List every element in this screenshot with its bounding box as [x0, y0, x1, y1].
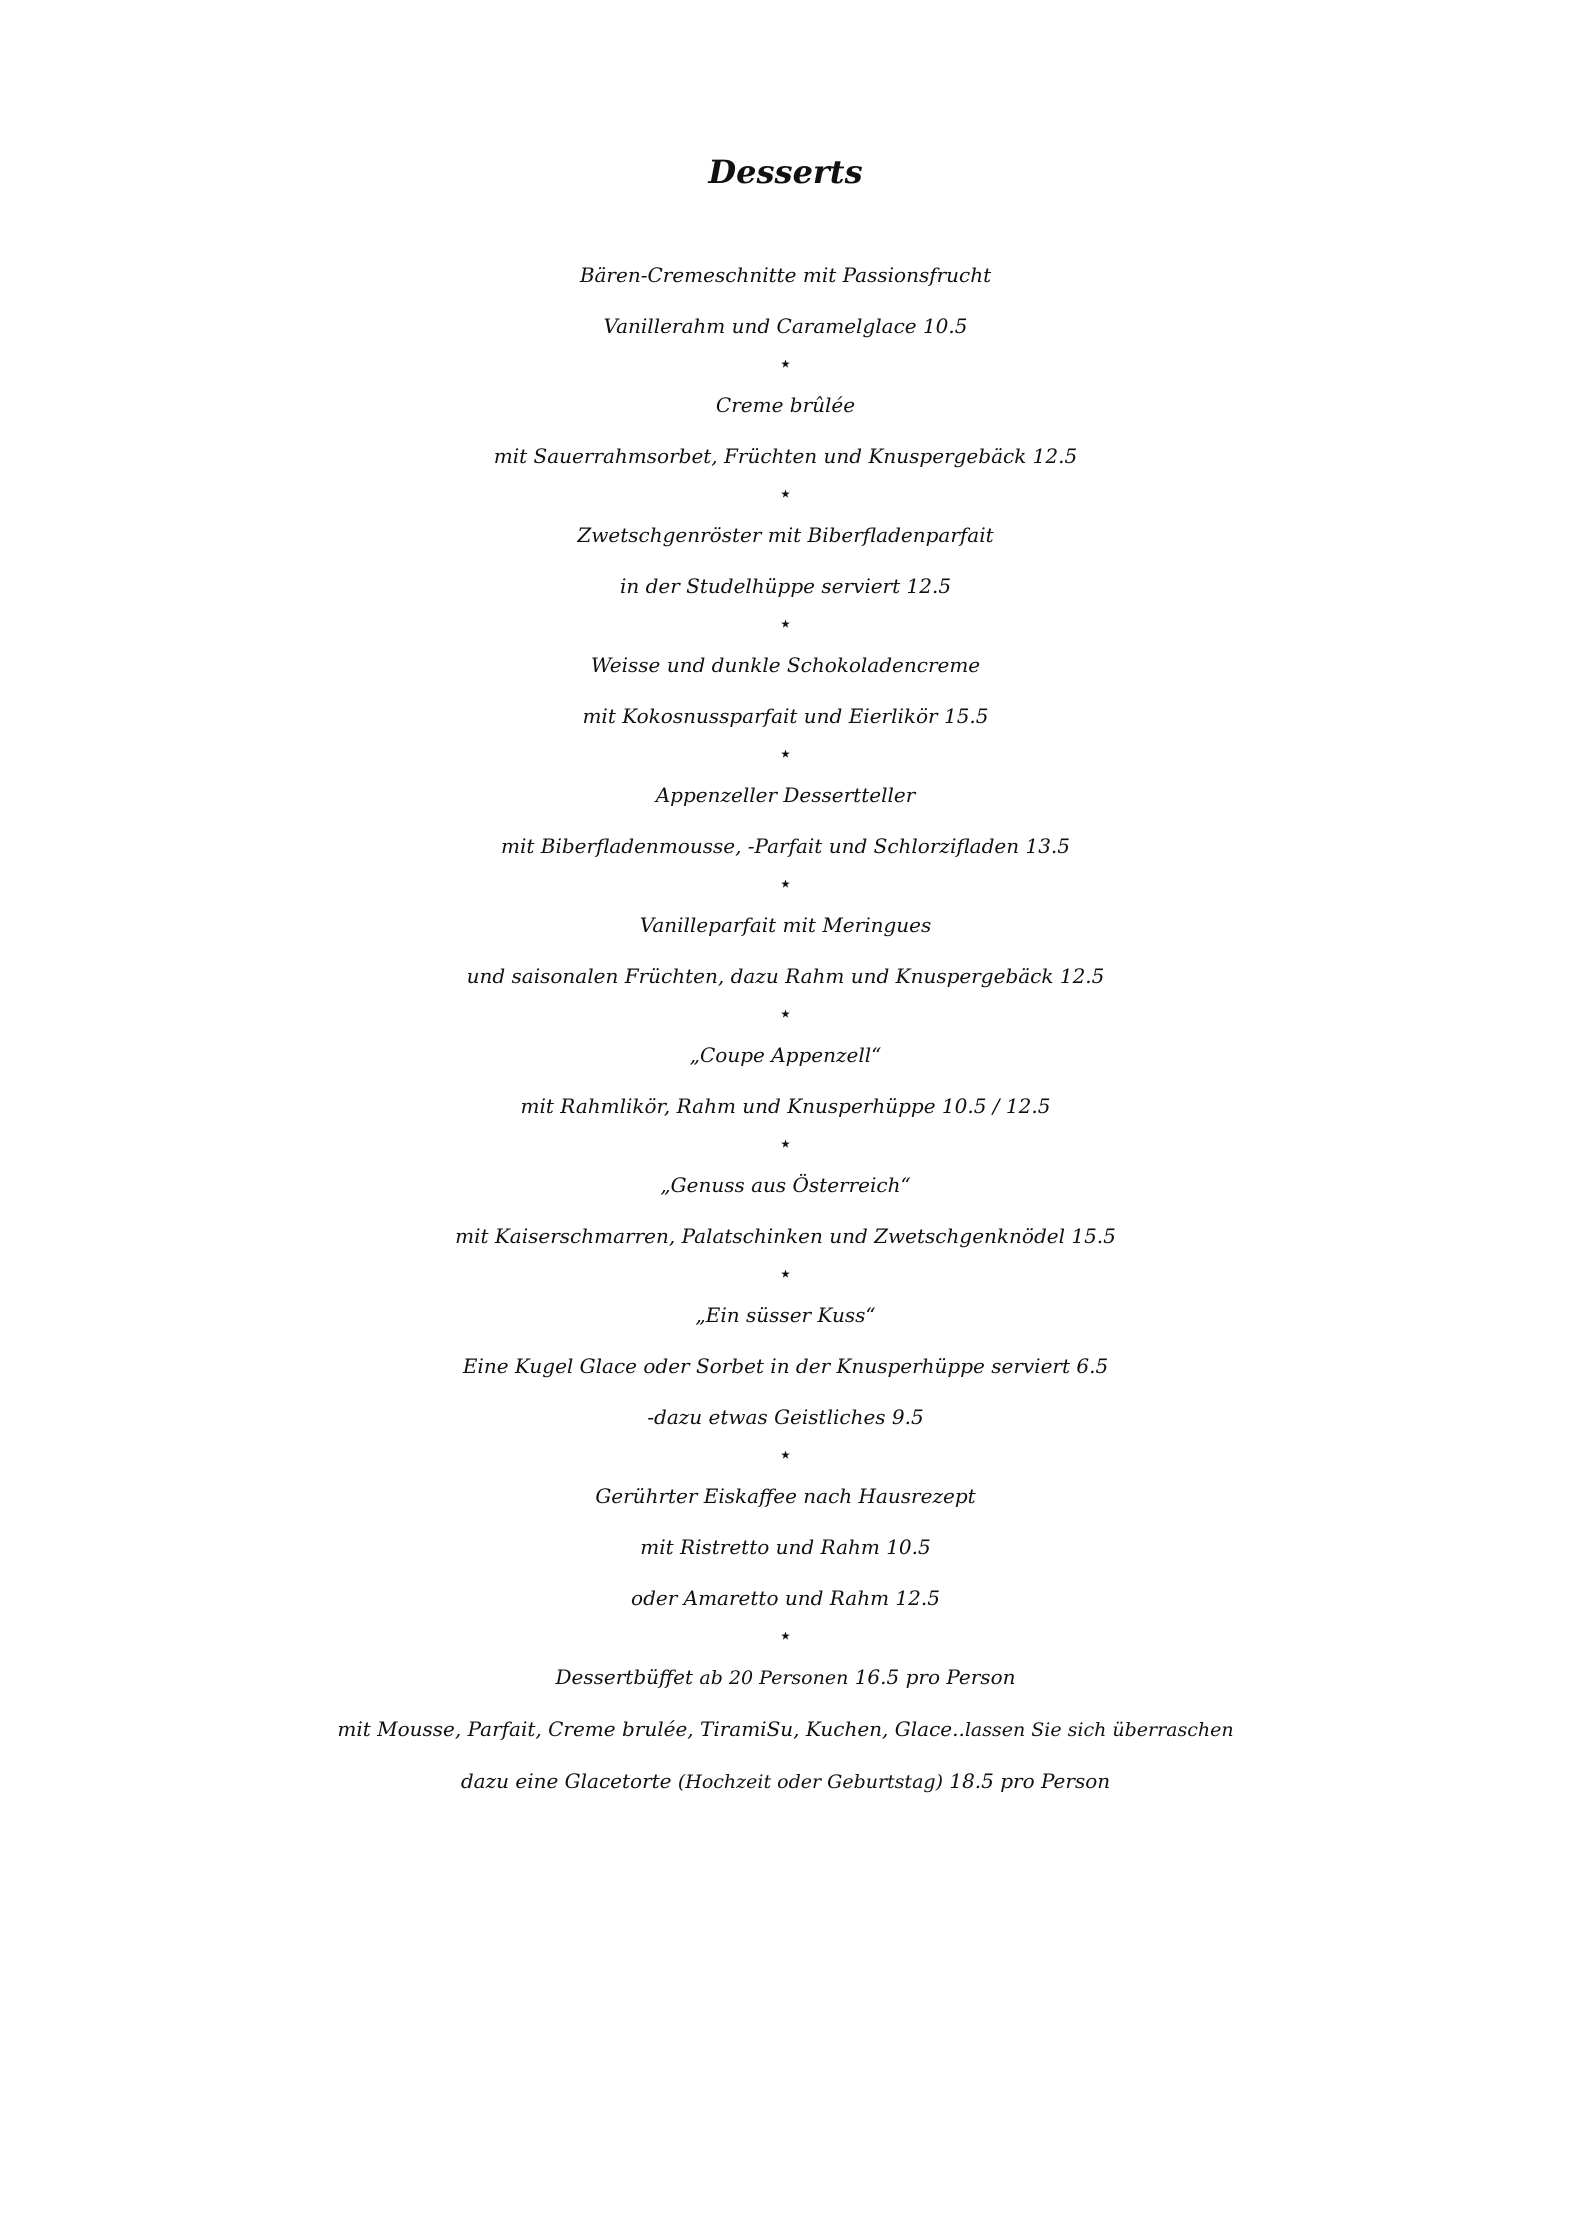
dessert-description: mit Ristretto und Rahm 10.5 — [640, 1535, 931, 1559]
dessert-item — [0, 640, 1571, 766]
dessert-description: Vanillerahm und Caramelglace 10.5 — [603, 314, 968, 338]
dessert-item — [0, 1290, 1571, 1467]
dessert-name: Bären-Cremeschnitte mit Passionsfrucht — [579, 263, 992, 287]
dessert-description: mit Biberfladenmousse, -Parfait und Schlorzifladen 13.5 — [500, 834, 1071, 858]
menu-title: Desserts — [708, 153, 863, 191]
dessert-description: mit Sauerrahmsorbet, Früchten und Knuspergebäck 12.5 — [493, 444, 1078, 468]
dessert-name: Zwetschgenröster mit Biberfladenparfait — [577, 523, 994, 547]
buffet-title-line — [0, 1652, 1571, 1704]
dessert-item — [0, 900, 1571, 1026]
dessert-name: Vanilleparfait mit Meringues — [639, 913, 932, 937]
buffet-contents: mit Mousse, Parfait, Creme brulée, TiramiSu, Kuchen, Glace.. — [337, 1717, 965, 1741]
buffet-cake-price: 18.5 pro Person — [949, 1769, 1111, 1793]
dessert-item — [0, 1030, 1571, 1156]
dessert-description: und saisonalen Früchten, dazu Rahm und Knuspergebäck 12.5 — [466, 964, 1105, 988]
separator-star-icon: ⭑ — [780, 1444, 791, 1465]
dessert-list — [0, 250, 1571, 1808]
buffet-contents-line — [0, 1704, 1571, 1756]
dessert-addon: -dazu etwas Geistliches 9.5 — [647, 1405, 924, 1429]
separator-star-icon: ⭑ — [780, 1003, 791, 1024]
buffet-surprise-note: lassen Sie sich überraschen — [964, 1719, 1234, 1741]
dessert-item — [0, 770, 1571, 896]
dessert-description: in der Studelhüppe serviert 12.5 — [619, 574, 952, 598]
dessert-addon: oder Amaretto und Rahm 12.5 — [631, 1586, 940, 1610]
dessert-description: mit Kaiserschmarren, Palatschinken und Zwetschgenknödel 15.5 — [455, 1224, 1116, 1248]
buffet-cake: dazu eine Glacetorte — [460, 1769, 672, 1793]
dessert-name: „Genuss aus Österreich“ — [660, 1173, 911, 1197]
buffet-price: 16.5 pro Person — [854, 1665, 1016, 1689]
separator-star-icon: ⭑ — [780, 613, 791, 634]
separator-star-icon: ⭑ — [780, 1133, 791, 1154]
dessert-name: Weisse und dunkle Schokoladencreme — [590, 653, 981, 677]
dessert-item — [0, 250, 1571, 376]
dessert-name: Gerührter Eiskaffee nach Hausrezept — [595, 1484, 976, 1508]
dessert-item — [0, 1471, 1571, 1648]
dessert-name: Appenzeller Dessertteller — [655, 783, 916, 807]
separator-star-icon: ⭑ — [780, 743, 791, 764]
dessert-name: „Ein süsser Kuss“ — [695, 1303, 876, 1327]
dessert-name: Creme brûlée — [715, 393, 856, 417]
separator-star-icon: ⭑ — [780, 1625, 791, 1646]
buffet-name: Dessertbüffet — [555, 1665, 694, 1689]
dessert-item — [0, 510, 1571, 636]
buffet-cake-occasion: (Hochzeit oder Geburtstag) — [677, 1771, 943, 1793]
separator-star-icon: ⭑ — [780, 873, 791, 894]
buffet-item — [0, 1652, 1571, 1808]
dessert-item — [0, 1160, 1571, 1286]
separator-star-icon: ⭑ — [780, 353, 791, 374]
separator-star-icon: ⭑ — [780, 1263, 791, 1284]
separator-star-icon: ⭑ — [780, 483, 791, 504]
dessert-name: „Coupe Appenzell“ — [689, 1043, 882, 1067]
buffet-cake-line — [0, 1756, 1571, 1808]
dessert-description: mit Rahmlikör, Rahm und Knusperhüppe 10.5 / 12.5 — [520, 1094, 1051, 1118]
dessert-description: mit Kokosnussparfait und Eierlikör 15.5 — [582, 704, 989, 728]
dessert-description: Eine Kugel Glace oder Sorbet in der Knusperhüppe serviert 6.5 — [462, 1354, 1109, 1378]
dessert-item — [0, 380, 1571, 506]
buffet-min-persons: ab 20 Personen — [699, 1667, 849, 1689]
